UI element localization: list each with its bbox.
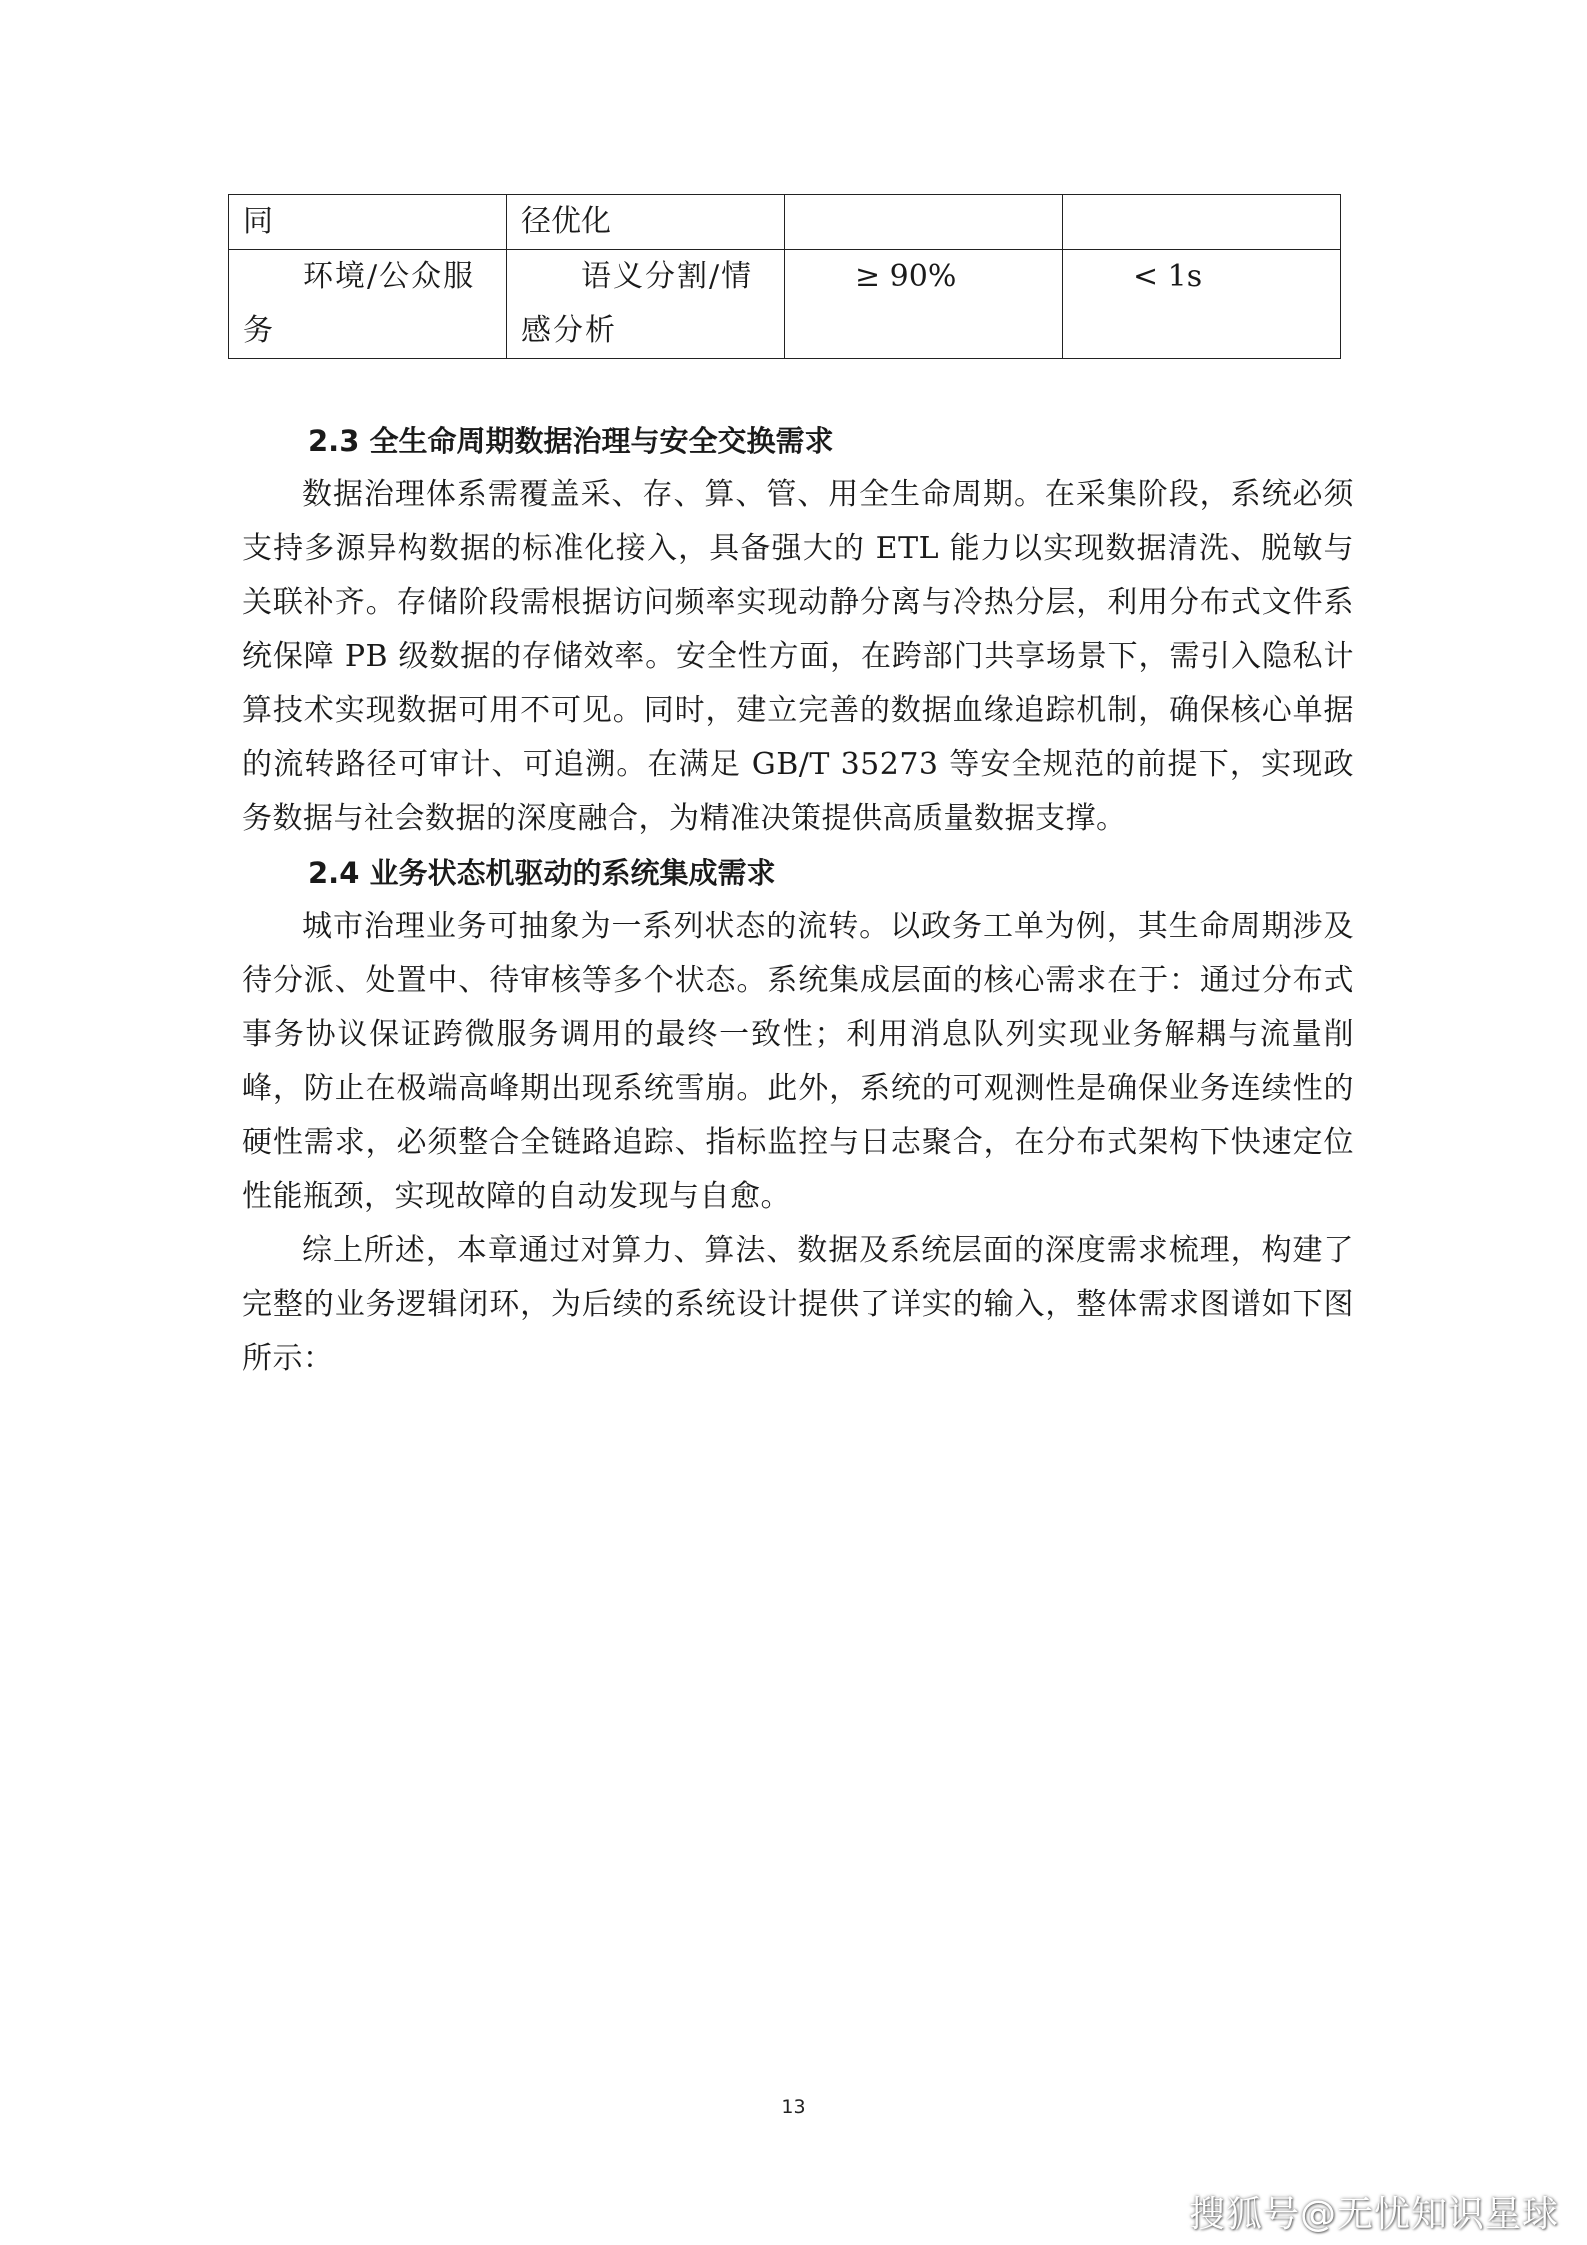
paragraph: 城市治理业务可抽象为一系列状态的流转。以政务工单为例，其生命周期涉及待分派、处置中、待审核等多个状态。系统集成层面的核心需求在于：通过分布式事务协议保证跨微服务调用的最终一致性；利用消息队列实现业务解耦与流量削峰，防止在极端高峰期出现系统雪崩。此外，系统的可观测性是确保业务连续性的硬性需求，必须整合全链路追踪、指标监控与日志聚合，在分布式架构下快速定位性能瓶颈，实现故障的自动发现与自愈。 xyxy=(242,909,1354,1214)
table-cell: 环境/公众服务 xyxy=(229,250,507,359)
watermark: 搜狐号@无忧知识星球 xyxy=(1188,2194,1559,2235)
table-cell xyxy=(785,195,1063,250)
table-cell: 径优化 xyxy=(507,195,785,250)
page-number: 13 xyxy=(781,2096,806,2118)
table-cell: 语义分割/情感分析 xyxy=(507,250,785,359)
section-heading: 2.3 全生命周期数据治理与安全交换需求 xyxy=(308,424,834,458)
section-heading: 2.4 业务状态机驱动的系统集成需求 xyxy=(308,856,776,890)
requirements-table xyxy=(228,194,1341,359)
body-content xyxy=(242,414,1354,1386)
table-row xyxy=(229,250,1341,359)
table-cell: < 1s xyxy=(1063,250,1341,359)
table-cell xyxy=(1063,195,1341,250)
table-row xyxy=(229,195,1341,250)
paragraph: 数据治理体系需覆盖采、存、算、管、用全生命周期。在采集阶段，系统必须支持多源异构数据的标准化接入，具备强大的 ETL 能力以实现数据清洗、脱敏与关联补齐。存储阶段需根据访问频率实现动静分离与冷热分层，利用分布式文件系统保障 PB 级数据的存储效率。安全性方面，在跨部门共享场景下，需引入隐私计算技术实现数据可用不可见。同时，建立完善的数据血缘追踪机制，确保核心单据的流转路径可审计、可追溯。在满足 GB/T 35273 等安全规范的前提下，实现政务数据与社会数据的深度融合，为精准决策提供高质量数据支撑。 xyxy=(242,477,1354,836)
paragraph: 综上所述，本章通过对算力、算法、数据及系统层面的深度需求梳理，构建了完整的业务逻辑闭环，为后续的系统设计提供了详实的输入，整体需求图谱如下图所示： xyxy=(242,1233,1354,1376)
table-cell: ≥ 90% xyxy=(785,250,1063,359)
table-cell: 同 xyxy=(229,195,507,250)
